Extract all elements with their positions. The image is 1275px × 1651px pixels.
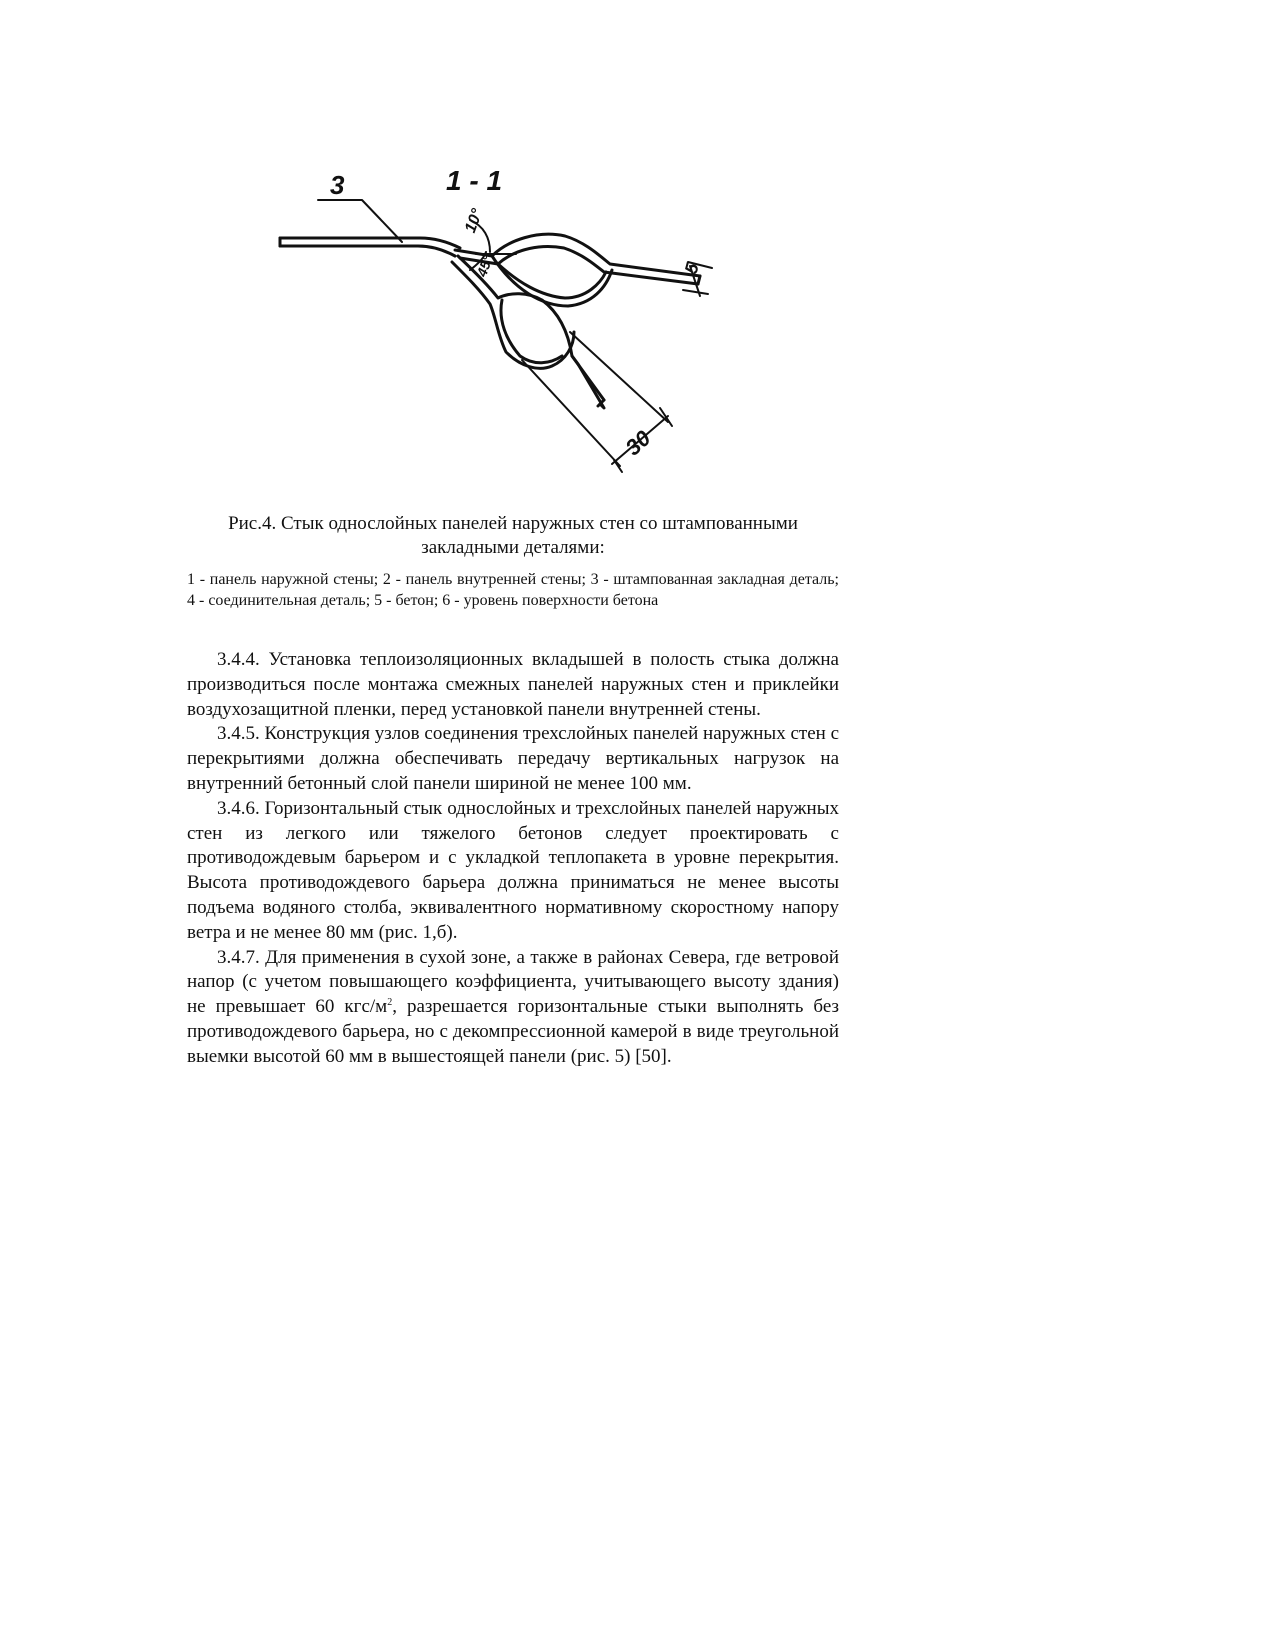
dimension-label-length: 30 bbox=[620, 425, 656, 461]
angle-label-mid: 45° bbox=[473, 253, 496, 279]
paragraph-3-4-7-start: 3.4.7. Для применения в сухой зоне, а также в районах Севера, где ветровой напор (с учетом повышающего коэффициента, учитывающего высоту здания) не превышает 60 кгс/м bbox=[187, 946, 839, 1018]
joint-drawing-figure bbox=[270, 160, 750, 500]
body-text bbox=[187, 648, 839, 1070]
figure-caption: Рис.4. Стык однослойных панелей наружных стен со штампованными закладными деталями: bbox=[228, 513, 798, 558]
superscript-2: 2 bbox=[387, 997, 393, 1009]
angle-label-top: 10° bbox=[462, 206, 487, 236]
paragraph-3-4-5: 3.4.5. Конструкция узлов соединения трехслойных панелей наружных стен с перекрытиями должна обеспечивать передачу вертикальных нагрузок на внутренний бетонный слой панели шириной не менее 100 мм. bbox=[187, 723, 839, 794]
paragraph-3-4-7 bbox=[187, 946, 839, 1070]
dimension-label-thickness: 5 bbox=[680, 261, 703, 276]
paragraph-3-4-4: 3.4.4. Установка теплоизоляционных вкладышей в полость стыка должна производиться после монтажа смежных панелей наружных стен и приклейки воздухозащитной пленки, перед установкой панели внутренней стены. bbox=[187, 649, 839, 720]
joint-drawing bbox=[270, 160, 750, 500]
section-label: 1 - 1 bbox=[446, 165, 503, 196]
callout-number-3: 3 bbox=[330, 170, 345, 200]
paragraph-3-4-6: 3.4.6. Горизонтальный стык однослойных и трехслойных панелей наружных стен из легкого или тяжелого бетонов следует проектировать с противодождевым барьером и с укладкой теплопакета в уровне перекрытия. Высота противодождевого барьера должна приниматься не менее высоты подъема водяного столба, эквивалентного нормативному скоростному напору ветра и не менее 80 мм (рис. 1,б). bbox=[187, 797, 839, 943]
figure-legend: 1 - панель наружной стены; 2 - панель внутренней стены; 3 - штампованная закладная деталь; 4 - соединительная деталь; 5 - бетон; 6 - уровень поверхности бетона bbox=[187, 571, 839, 609]
paragraph-3-4-7-end: , разрешается горизонтальные стыки выполнять без противодождевого барьера, но с декомпрессионной камерой в виде треугольной выемки высотой 60 мм в вышестоящей панели (рис. 5) [50]. bbox=[187, 996, 840, 1067]
